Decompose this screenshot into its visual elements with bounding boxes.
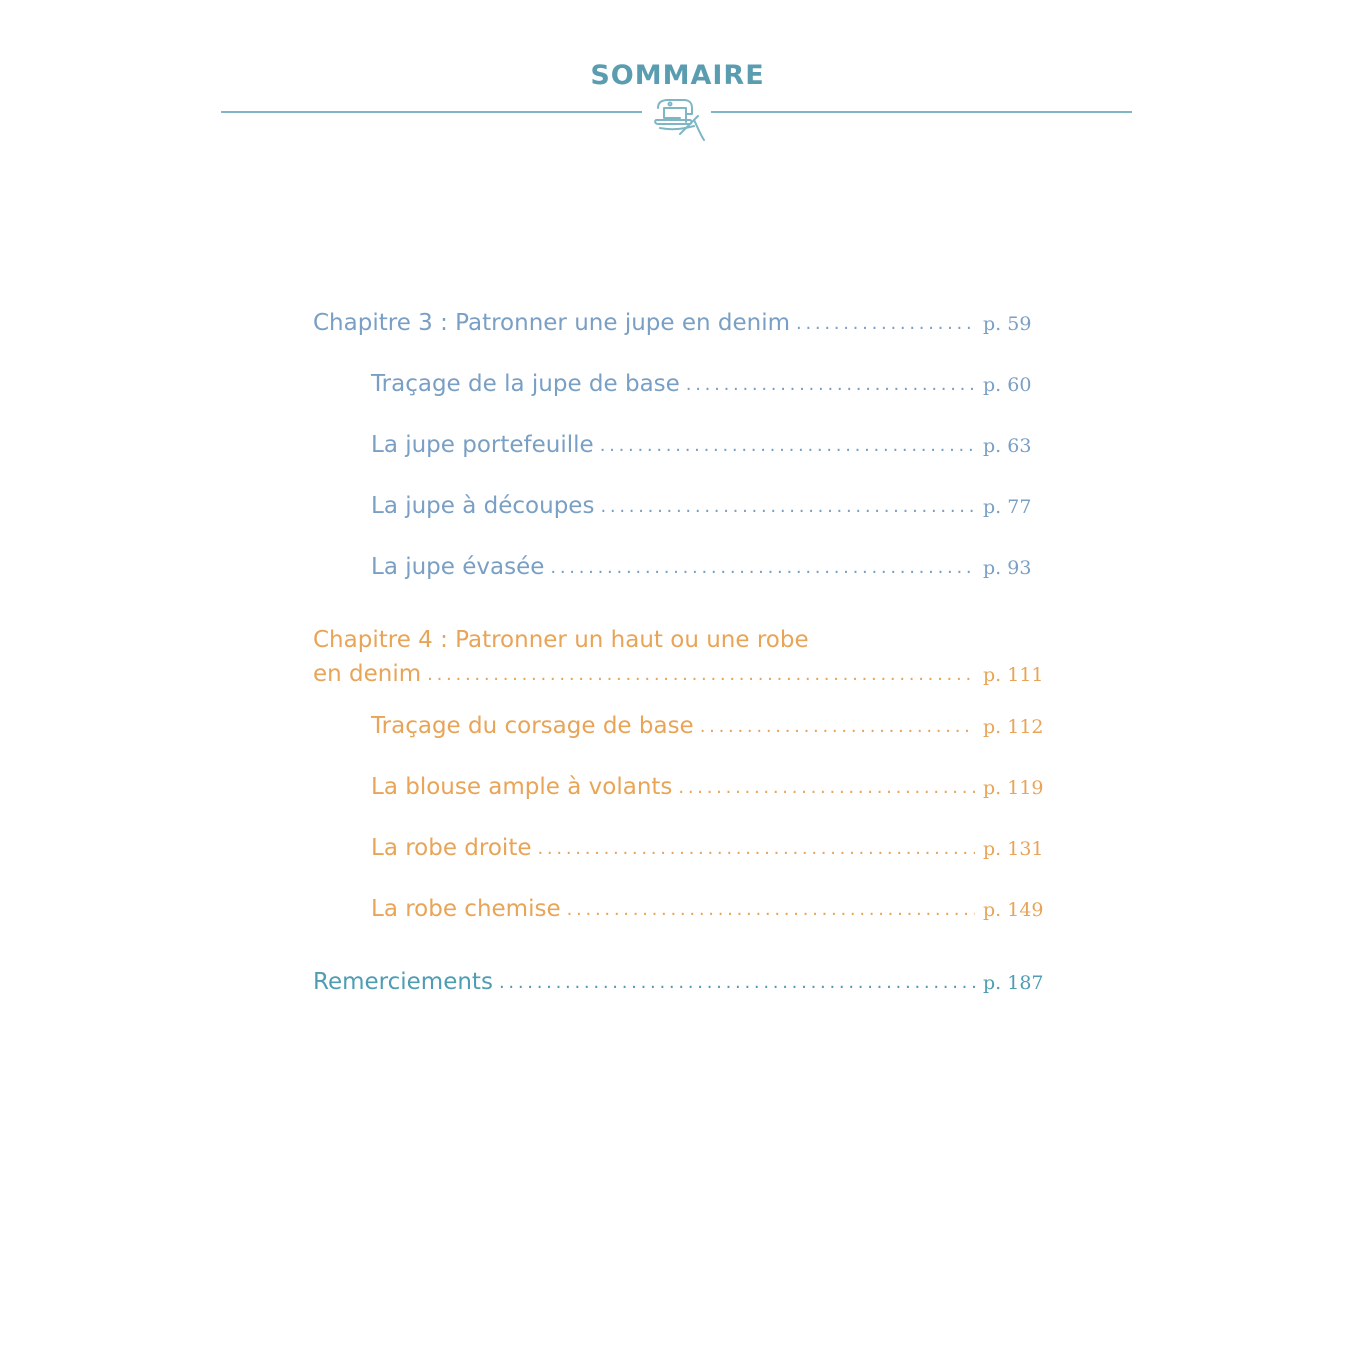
toc-item[interactable] [371,371,1041,403]
toc-item-page: p. 149 [983,899,1044,921]
toc-acknowledgements-label: Remerciements [313,969,493,995]
page-title: SOMMAIRE [590,60,765,91]
toc-item-label: La jupe portefeuille [371,432,594,458]
toc-chapter-4-page: p. 111 [983,664,1044,686]
toc-chapter-4[interactable] [313,661,1044,693]
toc-item[interactable] [371,896,1044,928]
dot-leader [427,664,975,685]
dot-leader [796,313,975,334]
toc-acknowledgements[interactable] [313,969,1044,1001]
toc-item[interactable] [371,835,1044,867]
toc-chapter-4-label-line2: en denim [313,661,422,687]
toc-item-page: p. 63 [983,435,1032,457]
dot-leader [678,777,975,798]
toc-item-label: Traçage du corsage de base [371,713,694,739]
toc-item-label: La jupe évasée [371,554,545,580]
toc-item[interactable] [371,713,1044,745]
dot-leader [686,374,975,395]
toc-item-page: p. 112 [983,716,1044,738]
dot-leader [499,972,975,993]
toc-item-label: La jupe à découpes [371,493,595,519]
toc-item-page: p. 77 [983,496,1032,518]
toc-item-page: p. 131 [983,838,1044,860]
toc-item[interactable] [371,774,1044,806]
toc-chapter-3-page: p. 59 [983,313,1032,335]
dot-leader [537,838,975,859]
dot-leader [567,899,975,920]
dot-leader [600,435,975,456]
toc-item[interactable] [371,432,1041,464]
dot-leader [600,496,975,517]
toc-item-label: Traçage de la jupe de base [371,371,680,397]
toc-item-page: p. 119 [983,777,1044,799]
toc-chapter-3-label: Chapitre 3 : Patronner une jupe en denim [313,310,791,336]
toc-item[interactable] [371,493,1041,525]
toc-item-page: p. 60 [983,374,1032,396]
toc-item[interactable] [371,554,1041,586]
toc-item-label: La blouse ample à volants [371,774,673,800]
toc-chapter-4-label-line1[interactable]: Chapitre 4 : Patronner un haut ou une robe [313,627,809,653]
toc-item-label: La robe droite [371,835,532,861]
dot-leader [550,557,975,578]
toc-acknowledgements-page: p. 187 [983,972,1044,994]
toc-item-page: p. 93 [983,557,1032,579]
toc-chapter-3[interactable] [313,310,1041,342]
toc-item-label: La robe chemise [371,896,561,922]
dot-leader [700,716,975,737]
